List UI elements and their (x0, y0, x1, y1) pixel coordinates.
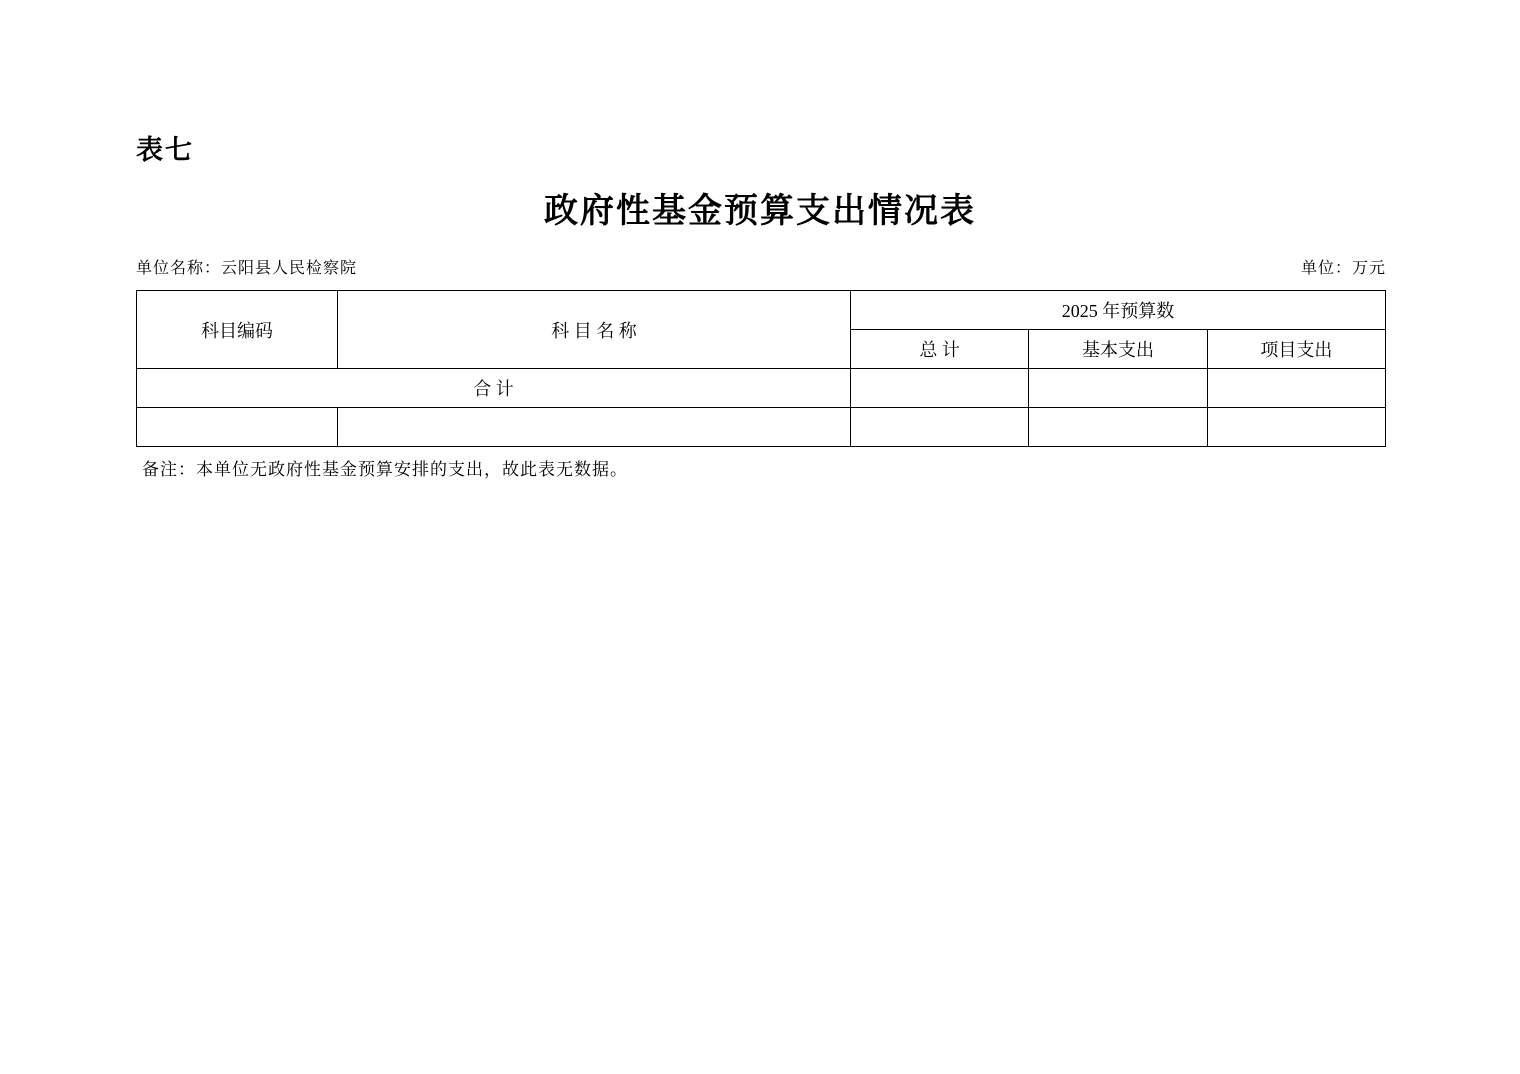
row-basic-value (1029, 408, 1207, 447)
sheet-label: 表七 (136, 135, 194, 165)
header-code: 科目编码 (137, 291, 338, 369)
row-total-value (851, 369, 1029, 408)
budget-table (136, 290, 1386, 447)
row-basic-value (1029, 369, 1207, 408)
unit-measure-label: 单位：万元 (1300, 260, 1386, 277)
meta-row (136, 255, 1386, 277)
row-total-value (851, 408, 1029, 447)
header-name: 科 目 名 称 (338, 291, 851, 369)
row-project-value (1207, 369, 1385, 408)
header-year-group: 2025 年预算数 (851, 291, 1386, 330)
row-total-label: 合 计 (137, 369, 851, 408)
page-title: 政府性基金预算支出情况表 (544, 193, 976, 230)
header-basic: 基本支出 (1029, 330, 1207, 369)
table-note: 备注：本单位无政府性基金预算安排的支出，故此表无数据。 (142, 460, 628, 479)
table-row (137, 369, 1386, 408)
table-row (137, 408, 1386, 447)
table-header-row-1 (137, 291, 1386, 330)
row-code-value (137, 408, 338, 447)
row-project-value (1207, 408, 1385, 447)
header-total: 总 计 (851, 330, 1029, 369)
header-project: 项目支出 (1207, 330, 1385, 369)
unit-name-label: 单位名称：云阳县人民检察院 (136, 260, 358, 277)
row-name-value (338, 408, 851, 447)
